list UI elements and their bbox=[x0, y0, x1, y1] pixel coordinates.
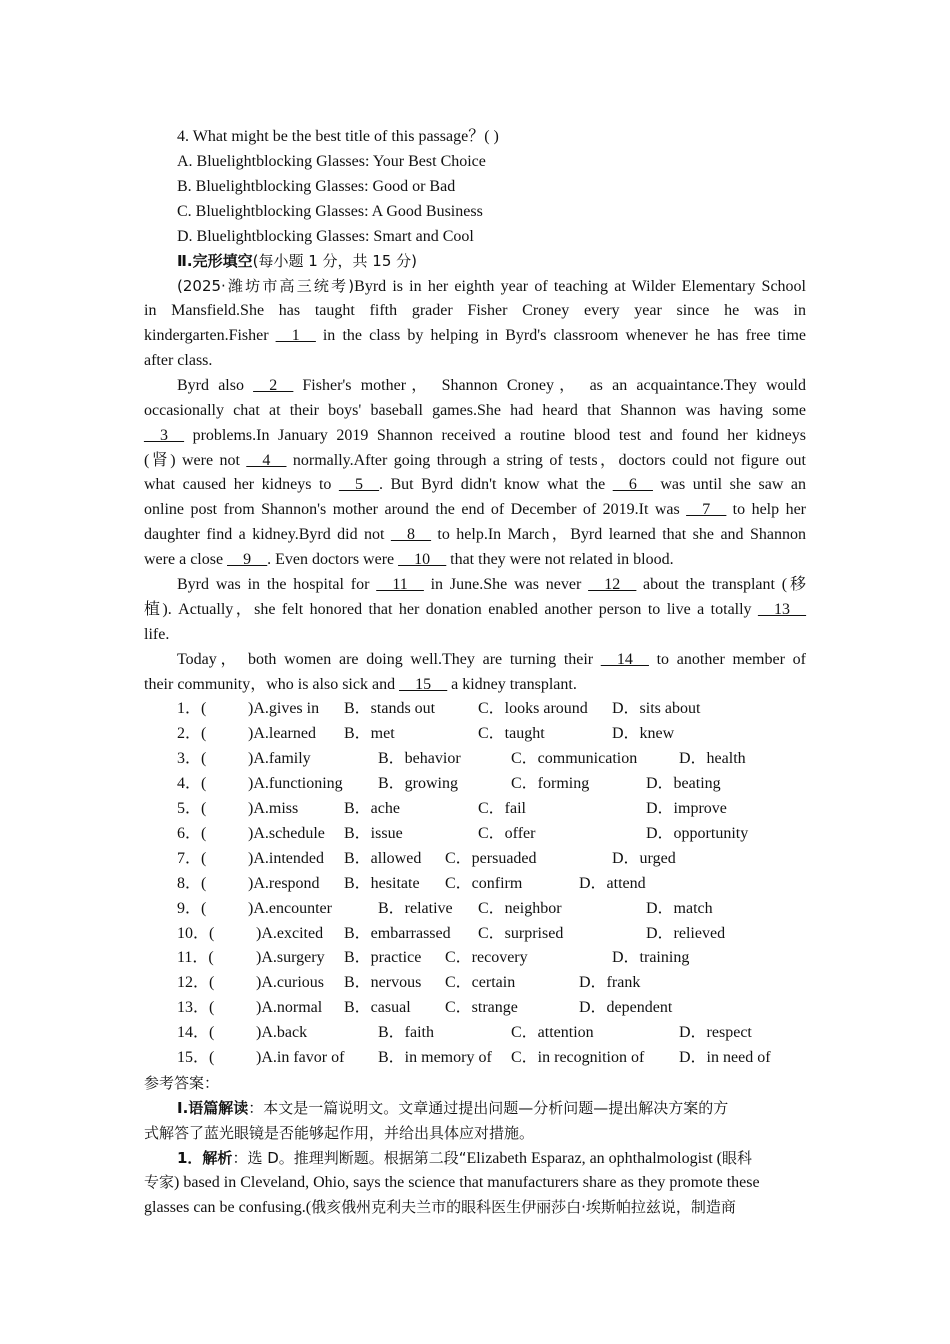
blank-6: __6__ bbox=[612, 476, 653, 494]
choice-option-d: D．opportunity bbox=[646, 824, 749, 842]
choice-row bbox=[144, 971, 806, 996]
passage-line: daughter find a kidney.Byrd did not __8__ to help.In March，Byrd learned that she and Shannon bbox=[144, 526, 806, 544]
passage-line: __3__ problems.In January 2019 Shannon received a routine blood test and found her kidneys bbox=[144, 426, 806, 444]
choice-option-a: )A.schedule bbox=[248, 824, 325, 842]
choice-option-b: B．allowed bbox=[344, 849, 422, 867]
choice-option-d: D．relieved bbox=[646, 924, 726, 942]
choice-option-d: D．training bbox=[612, 949, 690, 967]
answer-1-line: glasses can be confusing.(俄亥俄州克利夫兰市的眼科医生伊丽莎白·埃斯帕拉兹说，制造商 bbox=[144, 1198, 736, 1217]
blank-3: __3__ bbox=[144, 426, 184, 444]
choice-row bbox=[144, 697, 806, 722]
choice-option-d: D．improve bbox=[646, 800, 727, 818]
document-page bbox=[144, 125, 806, 1220]
choice-option-c: C．confirm bbox=[445, 874, 523, 892]
answer-section-1-cont: 式解答了蓝光眼镜是否能够起作用，并给出具体应对措施。 bbox=[144, 1123, 535, 1142]
choice-number: 6．( bbox=[177, 824, 207, 842]
passage-line: online post from Shannon's mother around the end of December of 2019.It was __7__ to help her bbox=[144, 501, 806, 519]
choice-number: 13．( bbox=[177, 999, 215, 1017]
answers-heading: 参考答案： bbox=[144, 1073, 220, 1092]
choice-option-c: C．surprised bbox=[478, 924, 564, 942]
blank-15: __15__ bbox=[399, 675, 448, 693]
choice-row bbox=[144, 747, 806, 772]
choice-number: 3．( bbox=[177, 750, 207, 768]
choice-option-d: D．knew bbox=[612, 725, 675, 743]
choice-row bbox=[144, 847, 806, 872]
passage-line: were a close __9__. Even doctors were __10__ that they were not related in blood. bbox=[144, 551, 674, 569]
choice-option-a: )A.miss bbox=[248, 800, 299, 818]
choice-option-b: B．stands out bbox=[344, 700, 436, 718]
choice-option-a: )A.curious bbox=[256, 974, 324, 992]
choice-row bbox=[144, 797, 806, 822]
choice-number: 12．( bbox=[177, 974, 215, 992]
cloze-passage bbox=[144, 274, 806, 697]
passage-line: life. bbox=[144, 625, 170, 643]
blank-5: __5__ bbox=[338, 476, 379, 494]
passage-line: Today， both women are doing well.They are turning their __14__ to another member of bbox=[177, 650, 806, 668]
choice-option-c: C．in recognition of bbox=[511, 1048, 645, 1066]
choice-option-c: C．neighbor bbox=[478, 899, 562, 917]
choice-option-a: )A.surgery bbox=[256, 949, 325, 967]
passage-line: Byrd also __2__ Fisher's mother， Shannon Croney， as an acquaintance.They would bbox=[177, 376, 806, 394]
choice-option-b: B．met bbox=[344, 725, 395, 743]
choice-row bbox=[144, 1046, 806, 1071]
choice-option-a: )A.respond bbox=[248, 874, 320, 892]
choice-option-b: B．behavior bbox=[378, 750, 461, 768]
choice-option-a: )A.learned bbox=[248, 725, 316, 743]
choice-number: 15．( bbox=[177, 1048, 215, 1066]
choice-option-a: )A.intended bbox=[248, 849, 324, 867]
question-4-stem: 4. What might be the best title of this passage？( ) bbox=[177, 128, 499, 145]
answer-section-1: Ⅰ.语篇解读：本文是一篇说明文。文章通过提出问题—分析问题—提出解决方案的方 bbox=[177, 1098, 729, 1117]
choice-option-d: D．match bbox=[646, 899, 713, 917]
choice-row bbox=[144, 897, 806, 922]
choice-option-d: D．beating bbox=[646, 775, 721, 793]
choice-number: 8．( bbox=[177, 874, 207, 892]
passage-line: in Mansfield.She has taught fifth grader Fisher Croney every year since he was in bbox=[144, 302, 806, 320]
choice-option-c: C．attention bbox=[511, 1024, 594, 1042]
section-2-title: Ⅱ.完形填空(每小题 1 分，共 15 分) bbox=[177, 252, 418, 271]
choice-option-b: B．growing bbox=[378, 775, 459, 793]
blank-7: __7__ bbox=[686, 501, 727, 519]
choice-option-a: )A.family bbox=[248, 750, 311, 768]
choice-option-b: B．ache bbox=[344, 800, 400, 818]
choices-list bbox=[144, 697, 806, 1070]
choice-option-d: D．respect bbox=[679, 1024, 752, 1042]
choice-option-a: )A.normal bbox=[256, 999, 323, 1017]
choice-option-b: B．issue bbox=[344, 824, 403, 842]
blank-4: __4__ bbox=[246, 451, 287, 469]
passage-line: 植). Actually，she felt honored that her donation enabled another person to live a totally __13__ bbox=[144, 600, 806, 618]
choice-option-c: C．strange bbox=[445, 999, 518, 1017]
choice-number: 5．( bbox=[177, 800, 207, 818]
choice-row bbox=[144, 996, 806, 1021]
choice-option-b: B．hesitate bbox=[344, 874, 420, 892]
choice-number: 9．( bbox=[177, 899, 207, 917]
blank-1: __1__ bbox=[275, 327, 316, 345]
blank-8: __8__ bbox=[390, 526, 431, 544]
choice-option-d: D．sits about bbox=[612, 700, 701, 718]
choice-option-c: C．looks around bbox=[478, 700, 588, 718]
blank-10: __10__ bbox=[398, 551, 447, 569]
choice-option-b: B．in memory of bbox=[378, 1048, 492, 1066]
choice-row bbox=[144, 922, 806, 947]
choice-option-a: )A.functioning bbox=[248, 775, 343, 793]
choice-option-d: D．urged bbox=[612, 849, 676, 867]
choice-option-c: C．fail bbox=[478, 800, 526, 818]
blank-11: __11__ bbox=[376, 576, 424, 594]
blank-14: __14__ bbox=[600, 650, 649, 668]
passage-line: after class. bbox=[144, 352, 213, 370]
choice-option-d: D．dependent bbox=[579, 999, 673, 1017]
choice-option-b: B．casual bbox=[344, 999, 411, 1017]
blank-12: __12__ bbox=[588, 576, 637, 594]
question-4-option-c: C. Bluelightblocking Glasses: A Good Business bbox=[177, 202, 483, 220]
answer-1-line: 1．解析：选 D。推理判断题。根据第二段“Elizabeth Esparaz, an ophthalmologist (眼科 bbox=[177, 1148, 753, 1167]
choice-option-d: D．frank bbox=[579, 974, 641, 992]
answer-1-line: 专家) based in Cleveland, Ohio, says the science that manufacturers share as they promote these bbox=[144, 1173, 760, 1192]
passage-line: kindergarten.Fisher __1__ in the class by helping in Byrd's classroom whenever he has free time bbox=[144, 327, 807, 345]
choice-option-c: C．forming bbox=[511, 775, 590, 793]
passage-line: (2025·潍坊市高三统考)Byrd is in her eighth year of teaching at Wilder Elementary School bbox=[177, 277, 806, 296]
choice-option-b: B．relative bbox=[378, 899, 453, 917]
choice-row bbox=[144, 1021, 806, 1046]
choice-option-c: C．taught bbox=[478, 725, 545, 743]
blank-13: __13__ bbox=[758, 600, 806, 618]
choice-number: 4．( bbox=[177, 775, 207, 793]
choice-option-b: B．nervous bbox=[344, 974, 422, 992]
choice-option-d: D．in need of bbox=[679, 1048, 771, 1066]
blank-9: __9__ bbox=[227, 551, 268, 569]
choice-row bbox=[144, 872, 806, 897]
choice-option-d: D．attend bbox=[579, 874, 646, 892]
question-4-option-b: B. Bluelightblocking Glasses: Good or Bad bbox=[177, 177, 456, 195]
choice-number: 11．( bbox=[177, 949, 214, 967]
passage-line: (肾) were not __4__ normally.After going through a string of tests，doctors could not figure out bbox=[144, 451, 806, 469]
passage-line: Byrd was in the hospital for __11__ in June.She was never __12__ about the transplant (移 bbox=[177, 576, 806, 594]
choice-option-a: )A.encounter bbox=[248, 899, 332, 917]
choice-option-c: C．persuaded bbox=[445, 849, 537, 867]
choice-row bbox=[144, 722, 806, 747]
passage-line: occasionally chat at their boys' baseball games.She had heard that Shannon was having some bbox=[144, 401, 806, 419]
question-4-option-a: A. Bluelightblocking Glasses: Your Best Choice bbox=[177, 152, 486, 170]
question-4-option-d: D. Bluelightblocking Glasses: Smart and Cool bbox=[177, 227, 474, 245]
choice-option-c: C．recovery bbox=[445, 949, 528, 967]
choice-option-a: )A.in favor of bbox=[256, 1048, 345, 1066]
choice-number: 14．( bbox=[177, 1024, 215, 1042]
choice-row bbox=[144, 946, 806, 971]
choice-option-c: C．communication bbox=[511, 750, 638, 768]
choice-number: 7．( bbox=[177, 849, 207, 867]
passage-line: their community，who is also sick and __15__ a kidney transplant. bbox=[144, 675, 577, 693]
choice-option-a: )A.back bbox=[256, 1024, 308, 1042]
choice-number: 1．( bbox=[177, 700, 207, 718]
choice-option-b: B．embarrassed bbox=[344, 924, 451, 942]
choice-number: 10．( bbox=[177, 924, 215, 942]
choice-option-a: )A.excited bbox=[256, 924, 324, 942]
passage-line: what caused her kidneys to __5__. But Byrd didn't know what the __6__ was until she saw an bbox=[144, 476, 807, 494]
choice-option-b: B．practice bbox=[344, 949, 422, 967]
choice-option-d: D．health bbox=[679, 750, 746, 768]
choice-number: 2．( bbox=[177, 725, 207, 743]
choice-option-c: C．offer bbox=[478, 824, 536, 842]
choice-row bbox=[144, 822, 806, 847]
choice-option-c: C．certain bbox=[445, 974, 516, 992]
choice-option-a: )A.gives in bbox=[248, 700, 320, 718]
blank-2: __2__ bbox=[253, 376, 294, 394]
choice-option-b: B．faith bbox=[378, 1024, 434, 1042]
choice-row bbox=[144, 772, 806, 797]
